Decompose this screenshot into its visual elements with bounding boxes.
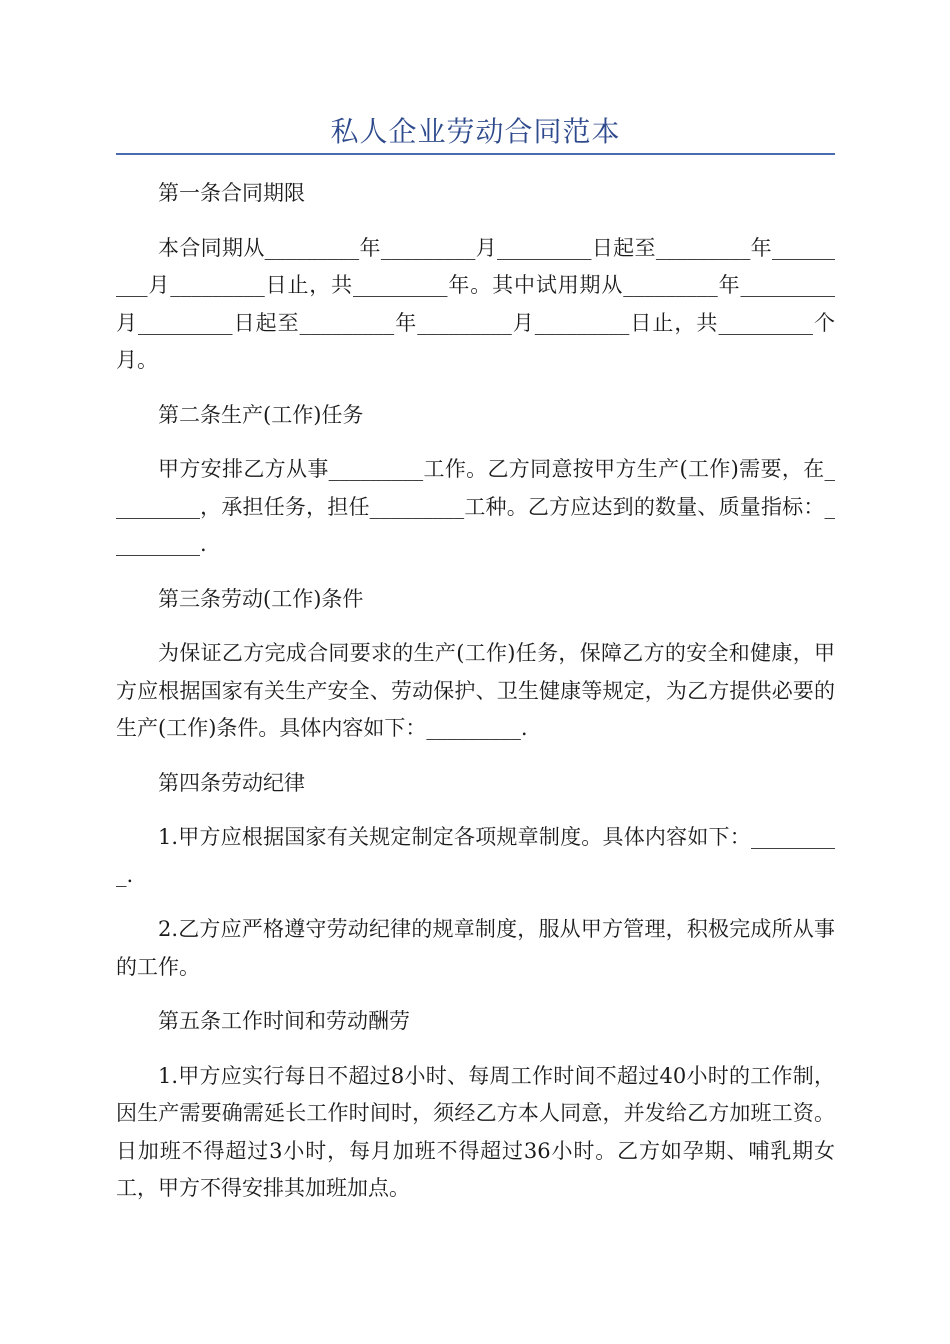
article-4-item-1: 1.甲方应根据国家有关规定制定各项规章制度。具体内容如下：_________.: [116, 825, 835, 887]
article-4-heading: 第四条劳动纪律: [158, 770, 305, 795]
document-title: 私人企业劳动合同范本: [330, 115, 621, 148]
article-2-text: 甲方安排乙方从事_________工作。乙方同意按甲方生产(工作)需要，在_________，承担任务，担任_________工种。乙方应达到的数量、质量指标：_________.: [116, 457, 835, 556]
article-4-item-2: 2.乙方应严格遵守劳动纪律的规章制度，服从甲方管理，积极完成所从事的工作。: [116, 917, 835, 979]
article-1-heading: 第一条合同期限: [158, 181, 305, 205]
article-5-heading: 第五条工作时间和劳动酬劳: [158, 1009, 410, 1033]
article-3-text: 为保证乙方完成合同要求的生产(工作)任务，保障乙方的安全和健康，甲方应根据国家有关生产安全、劳动保护、卫生健康等规定，为乙方提供必要的生产(工作)条件。具体内容如下：_________.: [116, 641, 835, 740]
article-1-text: 本合同期从_________年_________月_________日起至_________年_________月_________日止，共_________年。其中试用期从_________年_________月_________日起至_________年_________月_________日止，共_________个月。: [116, 235, 835, 372]
document-body: [116, 175, 835, 1225]
article-5-item-1: 1.甲方应实行每日不超过8小时、每周工作时间不超过40小时的工作制，因生产需要确需延长工作时间时，须经乙方本人同意，并发给乙方加班工资。日加班不得超过3小时，每月加班不得超过36小时。乙方如孕期、哺乳期女工，甲方不得安排其加班加点。: [116, 1063, 835, 1200]
article-2-heading: 第二条生产(工作)任务: [158, 402, 364, 427]
title-underline: [116, 153, 835, 155]
article-3-heading: 第三条劳动(工作)条件: [158, 586, 364, 611]
